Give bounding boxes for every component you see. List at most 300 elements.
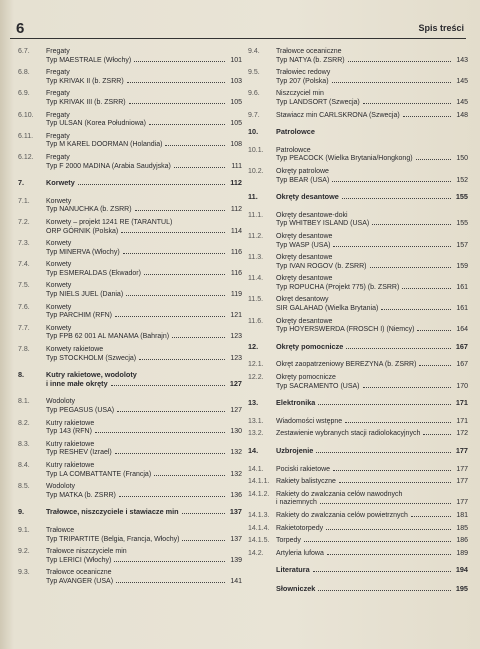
dot-leader: [333, 246, 451, 247]
toc-entry-category: Trałowiec redowy: [276, 69, 331, 77]
toc-line: [276, 550, 468, 559]
dot-leader: [121, 232, 225, 233]
toc-entry-number: 6.12.: [18, 153, 34, 161]
toc-page-number: 101: [230, 56, 242, 64]
toc-entry-category: Fregaty: [46, 48, 70, 55]
toc-entry-category: Trałowce oceaniczne: [46, 569, 112, 577]
toc-line: [276, 418, 468, 427]
toc-entry-number: 14.1.1.: [248, 478, 270, 486]
toc-entry-title: Artyleria lufowa: [276, 549, 324, 557]
toc-page-number: 103: [230, 77, 242, 85]
toc-entry-title: Typ LERICI (Włochy): [46, 556, 112, 564]
dot-leader: [182, 513, 225, 514]
toc-entry-title: Typ LA COMBATTANTE (Francja): [46, 470, 152, 478]
toc-section-heading: [248, 343, 468, 352]
toc-line: [46, 471, 242, 480]
dot-leader: [182, 540, 225, 541]
toc-entry-title: Trałowce, niszczyciele i stawiacze min: [46, 507, 179, 517]
toc-entry-title: Typ NANUCHKA (b. ZSRR): [46, 206, 132, 214]
toc-page-number: 139: [230, 556, 242, 564]
toc-entry-title: Typ F 2000 MADINA (Arabia Saudyjska): [46, 162, 171, 170]
toc-line: [276, 57, 468, 66]
running-title: Spis treści: [418, 23, 464, 33]
toc-entry: [18, 346, 242, 363]
toc-entry-number: 9.7.: [248, 111, 260, 119]
toc-page-number: 195: [455, 583, 468, 593]
toc-page-number: 137: [230, 535, 242, 543]
toc-line: [276, 399, 468, 408]
dot-leader: [304, 541, 451, 542]
dot-leader: [332, 82, 451, 83]
toc-entry-number: 11.2.: [248, 232, 264, 240]
toc-page-number: 116: [230, 248, 242, 256]
toc-entry: [248, 168, 468, 185]
toc-entry-title: Rakiety balistyczne: [276, 478, 336, 486]
dot-leader: [339, 482, 451, 483]
toc-section-heading: [248, 399, 468, 408]
toc-entry-category: Okręty pomocnicze: [276, 374, 336, 382]
toc-entry-number: 13.: [248, 398, 259, 408]
dot-leader: [127, 82, 225, 83]
toc-entry: [18, 154, 242, 171]
toc-section-heading: [18, 179, 242, 188]
toc-entry: [18, 240, 242, 257]
toc-entry: [18, 90, 242, 107]
toc-line: [276, 78, 468, 87]
toc-entry-number: 7.6.: [18, 303, 30, 311]
toc-entry-title: SIR GALAHAD (Wielka Brytania): [276, 305, 379, 313]
toc-entry-number: 11.1.: [248, 211, 264, 219]
toc-page-number: 148: [456, 111, 468, 119]
toc-page-number: 121: [230, 312, 242, 320]
dot-leader: [363, 387, 452, 388]
dot-leader: [149, 124, 225, 125]
toc-entry: [248, 212, 468, 229]
toc-page-number: 177: [455, 446, 468, 455]
dot-leader: [172, 337, 225, 338]
toc-entry-title: Typ WHITBEY ISLAND (USA): [276, 220, 370, 228]
toc-line: [276, 242, 468, 251]
toc-entry: [248, 90, 468, 107]
toc-entry-category: Kutry rakietowe: [46, 440, 95, 448]
toc-entry-number: 6.10.: [18, 111, 34, 119]
toc-page-number: 145: [456, 98, 468, 106]
toc-line: [276, 220, 468, 229]
toc-entry-category: Korwety: [46, 197, 72, 205]
page-number: 6: [16, 20, 25, 37]
toc-page-number: 155: [455, 192, 468, 202]
dot-leader: [154, 475, 225, 476]
dot-leader: [318, 590, 451, 591]
toc-page-number: 112: [230, 178, 242, 188]
toc-page-number: 123: [230, 333, 242, 341]
toc-page-number: 145: [456, 77, 468, 85]
toc-entry-category: Kutry rakietowe: [46, 461, 95, 469]
toc-line: [46, 508, 242, 517]
toc-page-number: 185: [456, 524, 468, 532]
toc-page-number: 150: [456, 155, 468, 163]
dot-leader: [95, 432, 225, 433]
toc-line: [46, 449, 242, 458]
toc-entry: [248, 112, 468, 121]
dot-leader: [313, 571, 451, 572]
toc-entry: [248, 491, 468, 508]
toc-entry-number: 14.2.: [248, 549, 264, 557]
toc-line: [276, 305, 468, 314]
toc-line: [276, 263, 468, 272]
toc-section-heading: [248, 566, 468, 575]
toc-entry-number: 6.7.: [18, 48, 30, 55]
toc-entry-number: 7.1.: [18, 197, 30, 205]
toc-entry-number: 7.8.: [18, 346, 30, 354]
toc-line: [46, 355, 242, 364]
toc-section-heading: [18, 371, 242, 388]
toc-entry-category: Okręt desantowy: [276, 296, 329, 304]
toc-entry-title: Typ WASP (USA): [276, 241, 331, 249]
toc-entry: [18, 304, 242, 321]
toc-entry-number: 11.6.: [248, 317, 264, 325]
toc-entry-category: Korwety: [46, 303, 72, 311]
toc-entry-title: Typ ULSAN (Korea Południowa): [46, 120, 146, 128]
toc-entry-number: 11.5.: [248, 296, 264, 304]
toc-entry-number: 11.3.: [248, 254, 264, 262]
toc-section-heading: [248, 447, 468, 456]
dot-leader: [115, 453, 225, 454]
toc-entry-number: 7.5.: [18, 282, 30, 290]
dot-leader: [403, 116, 451, 117]
toc-entry-title: Okręty desantowe: [276, 192, 339, 202]
toc-entry-category: Niszczyciel min: [276, 90, 324, 98]
toc-entry: [18, 261, 242, 278]
dot-leader: [417, 330, 451, 331]
dot-leader: [78, 184, 225, 185]
toc-page-number: 112: [230, 206, 242, 214]
toc-page-number: 161: [456, 283, 468, 291]
toc-entry: [248, 430, 468, 439]
toc-entry: [18, 69, 242, 86]
toc-entry: [248, 374, 468, 391]
dot-leader: [135, 210, 225, 211]
toc-entry-number: 9.: [18, 507, 25, 517]
toc-right-column: [248, 48, 468, 604]
toc-entry-number: 9.2.: [18, 548, 30, 556]
toc-page-number: 114: [230, 227, 242, 235]
toc-entry-number: 7.4.: [18, 261, 30, 269]
toc-entry: [248, 466, 468, 475]
toc-entry: [248, 550, 468, 559]
toc-entry: [18, 48, 242, 65]
toc-entry-number: 9.3.: [18, 569, 30, 577]
toc-section-heading: [248, 128, 468, 137]
dot-leader: [117, 411, 225, 412]
toc-page-number: 164: [456, 326, 468, 334]
toc-entry-title: Okręt zaopatrzeniowy BEREZYNA (b. ZSRR): [276, 361, 417, 369]
toc-entry-title: Typ 143 (RFN): [46, 428, 92, 436]
toc-entry-title: Typ FPB 62 001 AL MANAMA (Bahrajn): [46, 333, 170, 341]
toc-entry-category: Fregaty: [46, 132, 70, 140]
toc-line: [276, 99, 468, 108]
toc-entry-title: Typ PEGASUS (USA): [46, 407, 115, 414]
toc-entry: [248, 361, 468, 370]
toc-entry: [18, 133, 242, 150]
page-header: [10, 22, 466, 39]
toc-entry-number: 14.1.: [248, 465, 264, 473]
toc-entry-category: Rakiety do zwalczania celów nawodnych: [276, 490, 403, 498]
toc-entry-title: Typ ESMERALDAS (Ekwador): [46, 269, 141, 277]
toc-entry-category: Okręty desantowe: [276, 254, 333, 262]
toc-entry: [18, 462, 242, 479]
toc-entry-number: 12.2.: [248, 374, 264, 382]
toc-entry-category: Okręty desantowe: [276, 317, 333, 325]
toc-page-number: 152: [456, 176, 468, 184]
toc-entry-category: Patrolowce: [276, 127, 315, 137]
toc-page-number: 127: [229, 378, 242, 388]
toc-entry-title: Elektronika: [276, 398, 316, 408]
dot-leader: [348, 61, 451, 62]
toc-entry-category: Okręty desantowe-doki: [276, 211, 348, 219]
toc-entry-number: 11.4.: [248, 275, 264, 283]
toc-page-number: 177: [456, 465, 468, 473]
toc-entry-title: Typ AVANGER (USA): [46, 577, 114, 585]
toc-entry-category: Trałowce niszczyciele min: [46, 548, 127, 556]
toc-entry-number: 9.4.: [248, 48, 260, 55]
toc-line: [276, 193, 468, 202]
dot-leader: [144, 274, 225, 275]
toc-entry-number: 9.6.: [248, 90, 260, 98]
toc-entry-category: Korwety: [46, 240, 72, 248]
toc-entry-category: Okręty desantowe: [276, 232, 333, 240]
toc-entry: [248, 296, 468, 313]
toc-section-heading: [18, 508, 242, 517]
toc-left-column: [18, 48, 242, 591]
toc-entry-title: Typ ROPUCHA (Projekt 775) (b. ZSRR): [276, 283, 400, 291]
toc-entry-title: Typ NATYA (b. ZSRR): [276, 56, 345, 64]
toc-entry-category: Kutry rakietowe, wodoloty: [46, 370, 137, 380]
dot-leader: [416, 159, 451, 160]
toc-page-number: 127: [230, 407, 242, 414]
toc-entry-number: 8.5.: [18, 483, 30, 491]
dot-leader: [119, 496, 225, 497]
toc-line: [46, 99, 242, 108]
toc-entry-number: 11.: [248, 192, 258, 202]
toc-entry-number: 14.: [248, 446, 259, 455]
toc-line: [276, 430, 468, 439]
toc-entry-number: 6.8.: [18, 69, 30, 77]
toc-entry-title: Typ SACRAMENTO (USA): [276, 382, 360, 390]
toc-line: [276, 525, 468, 534]
toc-entry-title: Typ NIELS JUEL (Dania): [46, 291, 124, 299]
toc-page-number: 119: [230, 291, 242, 299]
toc-entry: [18, 198, 242, 215]
dot-leader: [370, 267, 452, 268]
toc-page-number: 161: [456, 305, 468, 313]
toc-entry-number: 8.1.: [18, 398, 30, 406]
toc-entry: [248, 537, 468, 546]
toc-entry-title: Typ MAESTRALE (Włochy): [46, 56, 132, 64]
toc-page-number: 132: [230, 449, 242, 457]
toc-entry-title: Stawiacz min CARLSKRONA (Szwecja): [276, 111, 400, 119]
toc-line: [276, 512, 468, 521]
toc-entry-category: Okręty desantowe: [276, 275, 333, 283]
toc-entry-number: 12.1.: [248, 361, 264, 369]
toc-entry-category: Trałowce oceaniczne: [276, 48, 342, 55]
toc-entry-category: Fregaty: [46, 153, 70, 161]
toc-entry-title: Okręty pomocnicze: [276, 341, 344, 351]
toc-entry-title: Torpedy: [276, 537, 301, 545]
toc-entry-number: 8.4.: [18, 461, 30, 469]
toc-entry: [248, 69, 468, 86]
toc-entry-number: 8.2.: [18, 419, 30, 427]
toc-line: [276, 361, 468, 370]
toc-entry-category: Kutry rakietowe: [46, 419, 95, 427]
dot-leader: [342, 198, 451, 199]
toc-entry-title: Typ MATKA (b. ZSRR): [46, 491, 116, 499]
toc-entry-number: 13.1.: [248, 417, 264, 425]
dot-leader: [318, 404, 451, 405]
toc-page-number: 143: [456, 56, 468, 64]
toc-entry-number: 7.: [18, 178, 25, 188]
toc-entry: [18, 219, 242, 236]
toc-line: [46, 291, 242, 300]
toc-line: [276, 466, 468, 475]
toc-entry-title: Typ HOYERSWERDA (FROSCH I) (Niemcy): [276, 326, 415, 334]
toc-entry-title: Typ STOCKHOLM (Szwecja): [46, 354, 137, 362]
toc-entry: [248, 525, 468, 534]
toc-entry-number: 14.1.2.: [248, 490, 270, 498]
dot-leader: [116, 582, 225, 583]
toc-entry-category: Korwety rakietowe: [46, 346, 104, 354]
toc-line: [276, 326, 468, 335]
toc-line: [46, 141, 242, 150]
toc-line: [46, 557, 242, 566]
toc-entry-title: Typ IVAN ROGOV (b. ZSRR): [276, 262, 367, 270]
toc-page-number: 111: [231, 162, 242, 170]
toc-entry-number: 9.1.: [18, 526, 30, 534]
toc-page-number: 194: [455, 565, 468, 575]
toc-line: [276, 566, 468, 575]
toc-entry-title: i inne małe okręty: [46, 378, 108, 388]
dot-leader: [345, 422, 451, 423]
toc-entry-number: 7.3.: [18, 240, 30, 248]
toc-line: [276, 478, 468, 487]
toc-line: [276, 447, 468, 456]
toc-entry-title: Wiadomości wstępne: [276, 417, 343, 425]
toc-line: [46, 312, 242, 321]
dot-leader: [129, 103, 225, 104]
toc-line: [46, 492, 242, 501]
dot-leader: [372, 224, 451, 225]
dot-leader: [115, 316, 225, 317]
toc-line: [46, 206, 242, 215]
dot-leader: [139, 359, 225, 360]
toc-entry-number: 6.9.: [18, 90, 30, 98]
toc-entry-category: Wodoloty: [46, 483, 76, 491]
toc-line: [46, 380, 242, 389]
toc-entry-title: Zestawienie wybranych stacji radiolokacyjnych: [276, 430, 421, 438]
dot-leader: [174, 167, 225, 168]
toc-entry-title: Typ BEAR (USA): [276, 176, 330, 184]
toc-line: [46, 78, 242, 87]
toc-entry-number: 14.1.5.: [248, 537, 270, 545]
toc-page-number: 136: [230, 491, 242, 499]
toc-entry: [18, 527, 242, 544]
toc-entry: [18, 282, 242, 299]
dot-leader: [320, 503, 451, 504]
toc-entry-category: Korwety: [46, 261, 72, 269]
toc-entry-number: 10.1.: [248, 146, 264, 154]
toc-entry: [248, 418, 468, 427]
dot-leader: [423, 434, 451, 435]
toc-entry-title: Typ KRIVAK III (b. ZSRR): [46, 98, 126, 106]
toc-entry-category: Trałowce: [46, 526, 75, 534]
toc-line: [46, 270, 242, 279]
toc-entry-category: Korwety: [46, 282, 72, 290]
toc-entry-category: Fregaty: [46, 69, 70, 77]
toc-page-number: 181: [456, 511, 468, 519]
toc-entry-category: Korwety: [46, 324, 72, 332]
toc-entry-category: Okręty patrolowe: [276, 167, 329, 175]
toc-entry: [18, 483, 242, 500]
toc-entry-number: 14.1.4.: [248, 524, 270, 532]
dot-leader: [111, 385, 225, 386]
toc-line: [276, 177, 468, 186]
toc-page-number: 105: [230, 120, 242, 128]
toc-page-number: 171: [455, 398, 468, 408]
dot-leader: [411, 516, 451, 517]
toc-entry-title: Typ RESHEV (Izrael): [46, 449, 112, 457]
toc-entry-number: 10.2.: [248, 167, 264, 175]
dot-leader: [134, 61, 225, 62]
toc-entry: [18, 112, 242, 129]
toc-entry-category: Fregaty: [46, 111, 70, 119]
toc-entry: [18, 398, 242, 415]
dot-leader: [126, 295, 225, 296]
toc-page-number: 170: [456, 382, 468, 390]
toc-line: [46, 333, 242, 342]
toc-entry-title: Typ 207 (Polska): [276, 77, 329, 85]
toc-line: [46, 536, 242, 545]
dot-leader: [123, 253, 225, 254]
dot-leader: [402, 288, 451, 289]
toc-entry: [248, 147, 468, 164]
toc-line: [46, 578, 242, 587]
toc-entry-title: ORP GÓRNIK (Polska): [46, 227, 119, 235]
toc-entry-title: Typ LANDSORT (Szwecja): [276, 98, 360, 106]
toc-page-number: 132: [230, 470, 242, 478]
toc-line: [276, 112, 468, 121]
toc-page-number: 130: [230, 428, 242, 436]
toc-line: [276, 383, 468, 392]
toc-line: [276, 155, 468, 164]
toc-entry-number: 8.: [18, 370, 25, 380]
toc-entry-number: 6.11.: [18, 132, 34, 140]
toc-page-number: 157: [456, 241, 468, 249]
toc-entry-number: 9.5.: [248, 69, 260, 77]
dot-leader: [363, 103, 451, 104]
toc-entry: [18, 420, 242, 437]
toc-entry: [248, 254, 468, 271]
toc-page-number: 141: [230, 577, 242, 585]
dot-leader: [381, 309, 451, 310]
toc-entry-title: Uzbrojenie: [276, 446, 314, 455]
toc-entry: [18, 548, 242, 565]
toc-page-number: 177: [456, 499, 468, 507]
toc-line: [276, 537, 468, 546]
toc-entry-title: Typ M KAREL DOORMAN (Holandia): [46, 141, 163, 149]
toc-line: [46, 428, 242, 437]
toc-entry: [18, 569, 242, 586]
toc-line: [46, 228, 242, 237]
